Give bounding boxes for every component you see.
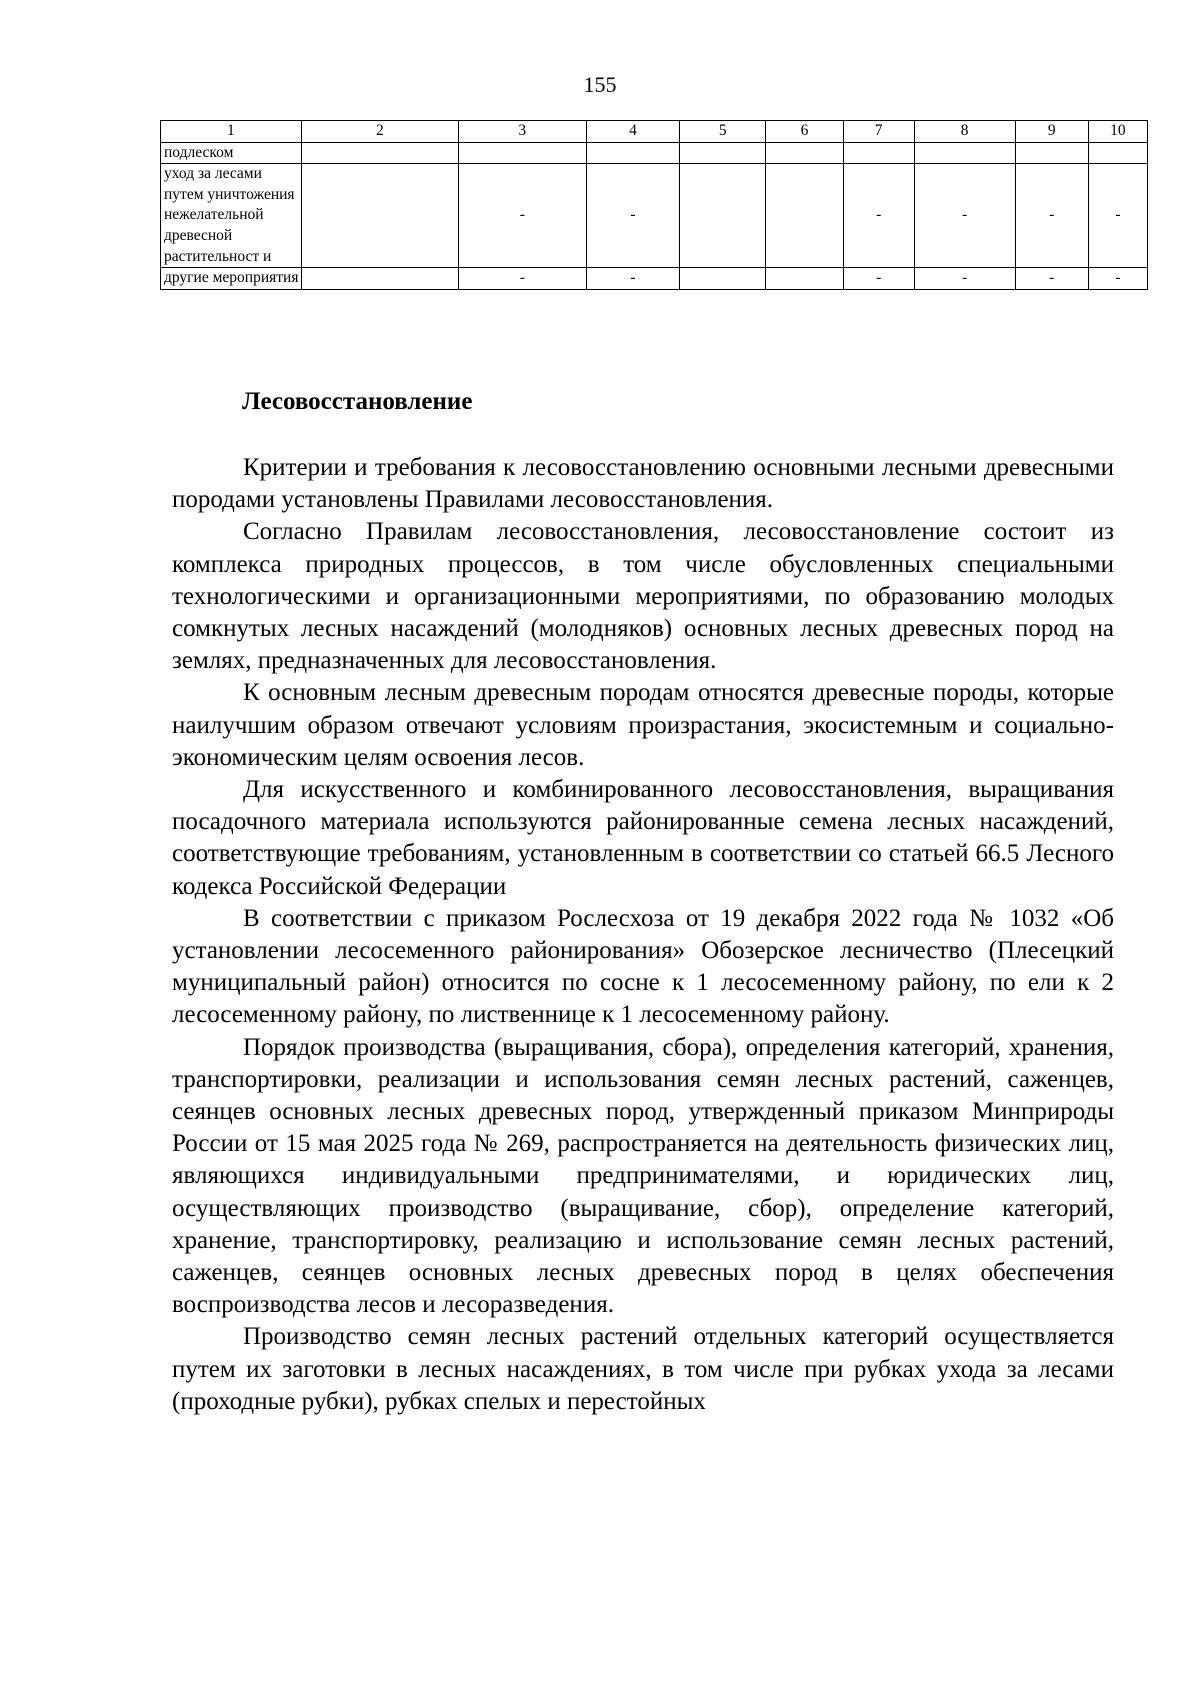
table-header-cell: 1 xyxy=(161,121,302,143)
section-body xyxy=(172,452,1114,1418)
paragraph: Порядок производства (выращивания, сбора), определения категорий, хранения, транспортировки, реализации и использования семян лесных растений, саженцев, сеянцев основных лесных древесных пород, утвержденный приказом Минприроды России от 15 мая 2025 года № 269, распространяется на деятельность физических лиц, являющихся индивидуальными предпринимателями, и юридических лиц, осуществляющих производство (выращивание, сбор), определение категорий, хранение, транспортировку, реализацию и использование семян лесных растений, саженцев, сеянцев основных лесных древесных пород в целях обеспечения воспроизводства лесов и лесоразведения. xyxy=(172,1033,1114,1319)
table-cell xyxy=(766,164,843,268)
table-cell: - xyxy=(458,164,586,268)
table-cell xyxy=(914,142,1015,164)
table-cell: - xyxy=(843,164,914,268)
table-cell xyxy=(586,142,680,164)
table-header-cell: 9 xyxy=(1015,121,1088,143)
table-header-cell: 5 xyxy=(680,121,766,143)
table-cell xyxy=(1088,142,1147,164)
table-header-cell: 3 xyxy=(458,121,586,143)
table-cell: - xyxy=(1015,164,1088,268)
table-header-cell: 6 xyxy=(766,121,843,143)
table-row xyxy=(161,268,1148,290)
table-header-cell: 7 xyxy=(843,121,914,143)
table-cell xyxy=(1015,142,1088,164)
table-header-cell: 2 xyxy=(301,121,458,143)
row-label: другие мероприятия xyxy=(161,268,302,290)
page-number: 155 xyxy=(583,72,617,97)
table-cell xyxy=(766,142,843,164)
table-row xyxy=(161,164,1148,268)
table-header-cell: 8 xyxy=(914,121,1015,143)
table-cell xyxy=(766,268,843,290)
paragraph: Для искусственного и комбинированного лесовосстановления, выращивания посадочного материала используются районированные семена лесных насаждений, соответствующие требованиям, установленным в соответствии со статьей 66.5 Лесного кодекса Российской Федерации xyxy=(172,776,1114,900)
table-cell xyxy=(301,268,458,290)
measures-table xyxy=(160,120,1148,290)
table-cell xyxy=(301,142,458,164)
table-cell xyxy=(680,164,766,268)
table-cell: - xyxy=(1015,268,1088,290)
table-cell xyxy=(680,268,766,290)
table-cell: - xyxy=(1088,164,1147,268)
table-cell xyxy=(301,164,458,268)
paragraph: В соответствии с приказом Рослесхоза от 19 декабря 2022 года № 1032 «Об установлении лесосеменного районирования» Обозерское лесничество (Плесецкий муниципальный район) относится по сосне к 1 лесосеменному району, по ели к 2 лесосеменному району, по лиственнице к 1 лесосеменному району. xyxy=(172,904,1114,1029)
table-cell: - xyxy=(914,268,1015,290)
row-label: подлеском xyxy=(161,142,302,164)
table-row xyxy=(161,142,1148,164)
table-cell: - xyxy=(914,164,1015,268)
table-cell xyxy=(843,142,914,164)
paragraph: Производство семян лесных растений отдельных категорий осуществляется путем их заготовки в лесных насаждениях, в том числе при рубках ухода за лесами (проходные рубки), рубках спелых и перестойных xyxy=(172,1323,1114,1415)
table-header-cell: 10 xyxy=(1088,121,1147,143)
paragraph: К основным лесным древесным породам относятся древесные породы, которые наилучшим образом отвечают условиям произрастания, экосистемным и социально-экономическим целям освоения лесов. xyxy=(172,679,1114,771)
table-header-row xyxy=(161,121,1148,143)
table-cell: - xyxy=(586,268,680,290)
section-heading: Лесовосстановление xyxy=(242,388,473,415)
table-header-cell: 4 xyxy=(586,121,680,143)
paragraph: Согласно Правилам лесовосстановления, лесовосстановление состоит из комплекса природных процессов, в том числе обусловленных специальными технологическими и организационными мероприятиями, по образованию молодых сомкнутых лесных насаждений (молодняков) основных лесных древесных пород на землях, предназначенных для лесовосстановления. xyxy=(172,518,1114,675)
table-cell: - xyxy=(586,164,680,268)
table-cell xyxy=(680,142,766,164)
table-cell: - xyxy=(458,268,586,290)
table-cell xyxy=(458,142,586,164)
table-cell: - xyxy=(843,268,914,290)
paragraph: Критерии и требования к лесовосстановлению основными лесными древесными породами установлены Правилами лесовосстановления. xyxy=(172,454,1114,514)
table-cell: - xyxy=(1088,268,1147,290)
row-label: уход за лесами путем уничтожения нежелательной древесной растительност и xyxy=(161,164,302,268)
